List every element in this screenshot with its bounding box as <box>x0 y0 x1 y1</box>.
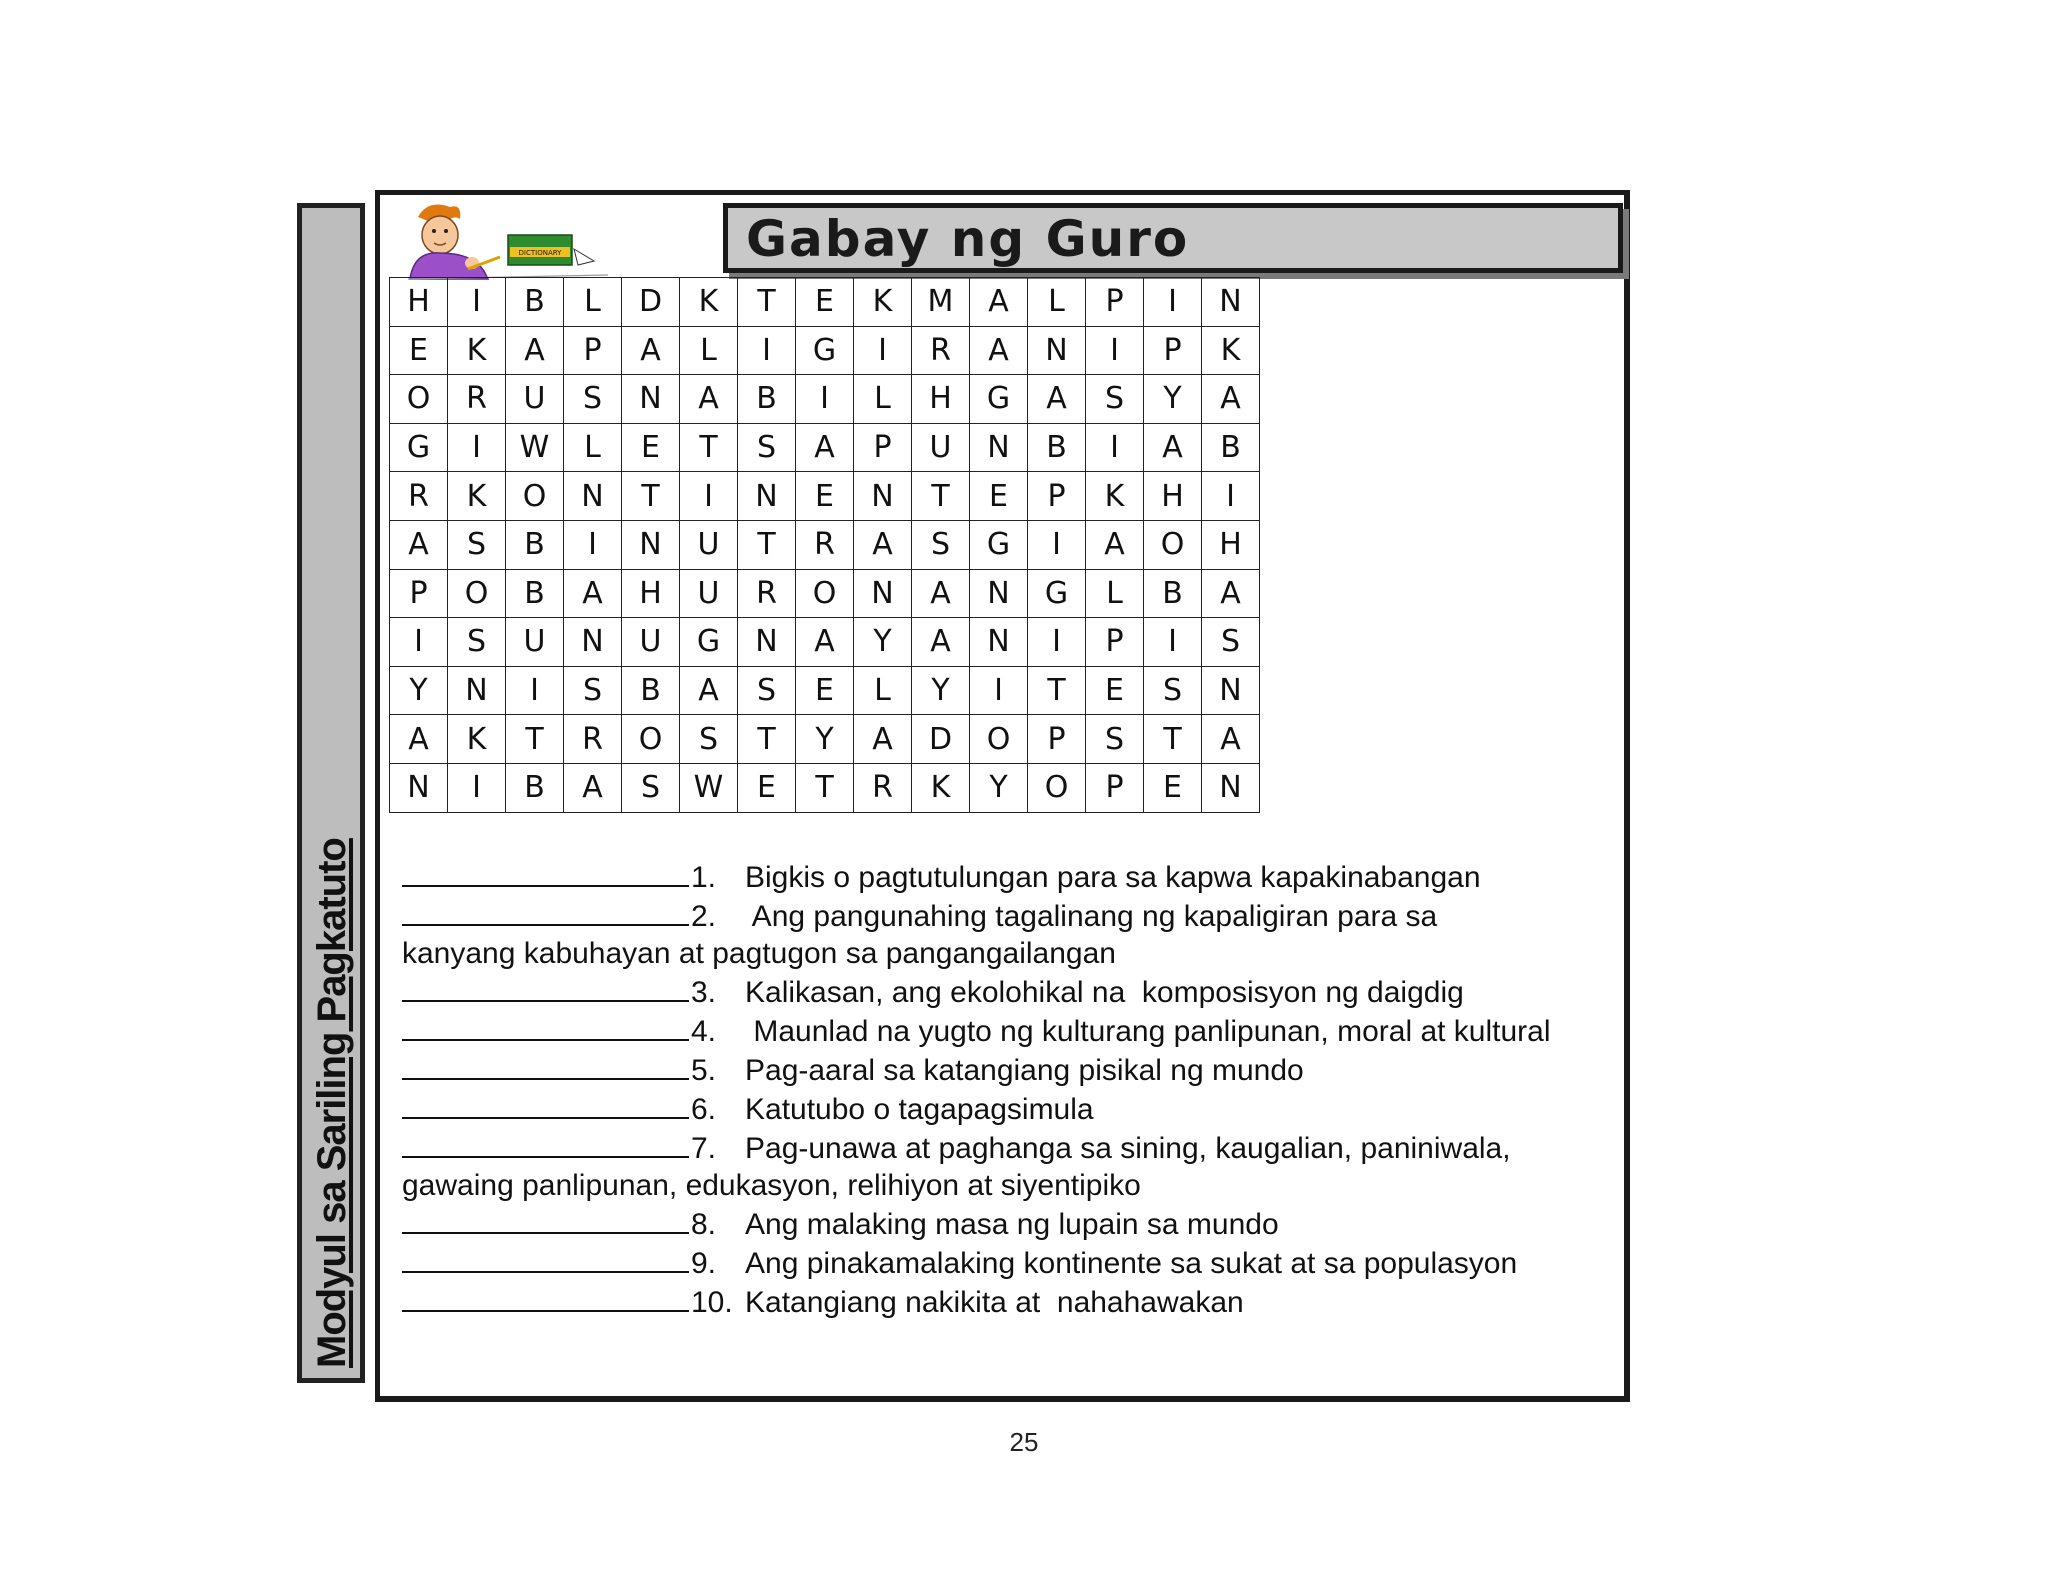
clue-number: 10. <box>691 1286 733 1319</box>
clue-text: Ang pinakamalaking kontinente sa sukat at sa populasyon <box>745 1247 1518 1280</box>
grid-cell[interactable]: T <box>738 520 796 569</box>
grid-cell[interactable]: H <box>1144 472 1202 521</box>
grid-cell[interactable]: E <box>796 472 854 521</box>
grid-cell[interactable]: E <box>796 278 854 327</box>
grid-cell[interactable]: H <box>390 278 448 327</box>
grid-cell[interactable]: N <box>564 472 622 521</box>
clue-item <box>402 972 1617 1011</box>
clue-item <box>402 1243 1617 1282</box>
clue-number: 6. <box>691 1093 717 1126</box>
grid-cell[interactable]: D <box>912 715 970 764</box>
grid-cell[interactable]: I <box>1086 326 1144 375</box>
grid-cell[interactable]: N <box>390 763 448 812</box>
grid-cell[interactable]: W <box>680 763 738 812</box>
grid-cell[interactable]: U <box>622 618 680 667</box>
answer-blank[interactable] <box>402 1243 689 1273</box>
grid-cell[interactable]: S <box>448 520 506 569</box>
grid-cell[interactable]: D <box>622 278 680 327</box>
grid-cell[interactable]: T <box>738 715 796 764</box>
grid-cell[interactable]: A <box>506 326 564 375</box>
grid-cell[interactable]: G <box>970 520 1028 569</box>
grid-cell[interactable]: A <box>680 375 738 424</box>
clue-text: Ang pangunahing tagalinang ng kapaligiran para sa <box>745 900 1438 933</box>
grid-cell[interactable]: L <box>854 375 912 424</box>
grid-cell[interactable]: R <box>564 715 622 764</box>
grid-cell[interactable]: K <box>1202 326 1260 375</box>
grid-cell[interactable]: T <box>912 472 970 521</box>
grid-cell[interactable]: R <box>796 520 854 569</box>
grid-cell[interactable]: E <box>622 423 680 472</box>
grid-cell[interactable]: A <box>1202 569 1260 618</box>
grid-cell[interactable]: S <box>1086 375 1144 424</box>
grid-cell[interactable]: K <box>1086 472 1144 521</box>
answer-blank[interactable] <box>402 1204 689 1234</box>
grid-cell[interactable]: O <box>1028 763 1086 812</box>
grid-cell[interactable]: A <box>1202 375 1260 424</box>
grid-cell[interactable]: O <box>448 569 506 618</box>
grid-cell[interactable]: O <box>1144 520 1202 569</box>
worksheet-card <box>375 190 1630 1402</box>
dictionary-label: DICTIONARY <box>518 249 562 257</box>
grid-cell[interactable]: Y <box>796 715 854 764</box>
grid-cell[interactable]: T <box>1028 666 1086 715</box>
answer-blank[interactable] <box>402 972 689 1002</box>
grid-cell[interactable]: P <box>564 326 622 375</box>
grid-row <box>390 618 1260 667</box>
grid-cell[interactable]: S <box>622 763 680 812</box>
grid-cell[interactable]: H <box>912 375 970 424</box>
grid-cell[interactable]: T <box>796 763 854 812</box>
grid-cell[interactable]: L <box>1086 569 1144 618</box>
grid-cell[interactable]: O <box>796 569 854 618</box>
grid-cell[interactable]: W <box>506 423 564 472</box>
clue-text-continued: kanyang kabuhayan at pagtugon sa pangangailangan <box>402 937 1116 970</box>
grid-cell[interactable]: P <box>1144 326 1202 375</box>
grid-row <box>390 375 1260 424</box>
clue-text: Pag-unawa at paghanga sa sining, kaugalian, paniniwala, <box>745 1132 1511 1165</box>
grid-cell[interactable]: E <box>390 326 448 375</box>
clue-item <box>402 857 1617 896</box>
grid-cell[interactable]: N <box>970 569 1028 618</box>
grid-cell[interactable]: U <box>506 618 564 667</box>
grid-cell[interactable]: S <box>738 423 796 472</box>
grid-cell[interactable]: K <box>680 278 738 327</box>
grid-cell[interactable]: A <box>1144 423 1202 472</box>
grid-cell[interactable]: N <box>1202 666 1260 715</box>
grid-cell[interactable]: N <box>1028 326 1086 375</box>
grid-cell[interactable]: B <box>1028 423 1086 472</box>
grid-cell[interactable]: I <box>448 423 506 472</box>
clue-number: 8. <box>691 1208 717 1241</box>
grid-cell[interactable]: A <box>1202 715 1260 764</box>
grid-cell[interactable]: B <box>506 569 564 618</box>
header-rule <box>618 190 715 195</box>
grid-cell[interactable]: L <box>564 278 622 327</box>
grid-cell[interactable]: A <box>1086 520 1144 569</box>
grid-cell[interactable]: B <box>506 763 564 812</box>
grid-cell[interactable]: R <box>912 326 970 375</box>
grid-row <box>390 472 1260 521</box>
grid-cell[interactable]: P <box>1028 472 1086 521</box>
grid-cell[interactable]: B <box>506 520 564 569</box>
grid-cell[interactable]: K <box>448 472 506 521</box>
grid-cell[interactable]: B <box>1144 569 1202 618</box>
page-number: 25 <box>1009 1427 1039 1457</box>
grid-cell[interactable]: B <box>738 375 796 424</box>
grid-cell[interactable]: I <box>1144 278 1202 327</box>
grid-cell[interactable]: O <box>970 715 1028 764</box>
grid-row <box>390 763 1260 812</box>
grid-cell[interactable]: E <box>796 666 854 715</box>
grid-cell[interactable]: U <box>912 423 970 472</box>
clue-number: 7. <box>691 1132 717 1165</box>
grid-cell[interactable]: I <box>390 618 448 667</box>
grid-row <box>390 423 1260 472</box>
grid-cell[interactable]: S <box>564 375 622 424</box>
grid-cell[interactable]: P <box>390 569 448 618</box>
side-tab-label: Modyul sa Sariling Pagkatuto <box>310 838 354 1368</box>
clue-text: Bigkis o pagtutulungan para sa kapwa kapakinabangan <box>745 861 1481 894</box>
grid-cell[interactable]: L <box>854 666 912 715</box>
clue-item <box>402 1128 1617 1167</box>
grid-cell[interactable]: I <box>854 326 912 375</box>
grid-cell[interactable]: G <box>796 326 854 375</box>
grid-cell[interactable]: N <box>970 618 1028 667</box>
grid-cell[interactable]: N <box>854 569 912 618</box>
grid-cell[interactable]: I <box>448 763 506 812</box>
grid-cell[interactable]: A <box>912 618 970 667</box>
grid-cell[interactable]: E <box>1144 763 1202 812</box>
grid-cell[interactable]: I <box>970 666 1028 715</box>
grid-cell[interactable]: E <box>738 763 796 812</box>
grid-cell[interactable]: S <box>738 666 796 715</box>
grid-cell[interactable]: A <box>680 666 738 715</box>
grid-cell[interactable]: K <box>448 715 506 764</box>
grid-cell[interactable]: Y <box>390 666 448 715</box>
grid-cell[interactable]: S <box>912 520 970 569</box>
word-search-grid <box>389 277 1260 813</box>
grid-cell[interactable]: R <box>448 375 506 424</box>
grid-row <box>390 666 1260 715</box>
grid-cell[interactable]: T <box>680 423 738 472</box>
grid-cell[interactable]: N <box>970 423 1028 472</box>
grid-cell[interactable]: Y <box>970 763 1028 812</box>
grid-cell[interactable]: U <box>506 375 564 424</box>
grid-cell[interactable]: I <box>448 278 506 327</box>
grid-cell[interactable]: M <box>912 278 970 327</box>
grid-cell[interactable]: O <box>622 715 680 764</box>
grid-cell[interactable]: O <box>390 375 448 424</box>
grid-cell[interactable]: H <box>622 569 680 618</box>
grid-cell[interactable]: A <box>564 763 622 812</box>
grid-cell[interactable]: N <box>854 472 912 521</box>
grid-cell[interactable]: T <box>506 715 564 764</box>
grid-cell[interactable]: O <box>506 472 564 521</box>
grid-cell[interactable]: S <box>448 618 506 667</box>
grid-cell[interactable]: I <box>564 520 622 569</box>
title-bar <box>723 203 1623 273</box>
grid-cell[interactable]: L <box>564 423 622 472</box>
grid-cell[interactable]: S <box>564 666 622 715</box>
grid-cell[interactable]: I <box>506 666 564 715</box>
grid-cell[interactable]: A <box>970 326 1028 375</box>
answer-blank[interactable] <box>402 1089 689 1119</box>
grid-row <box>390 569 1260 618</box>
grid-cell[interactable]: B <box>506 278 564 327</box>
grid-cell[interactable]: B <box>1202 423 1260 472</box>
answer-blank[interactable] <box>402 1050 689 1080</box>
grid-cell[interactable]: Y <box>854 618 912 667</box>
grid-cell[interactable]: I <box>1028 520 1086 569</box>
grid-cell[interactable]: A <box>796 423 854 472</box>
grid-cell[interactable]: A <box>912 569 970 618</box>
clue-number: 5. <box>691 1054 717 1087</box>
answer-blank[interactable] <box>402 1128 689 1158</box>
clue-number: 4. <box>691 1015 717 1048</box>
grid-cell[interactable]: A <box>854 715 912 764</box>
grid-cell[interactable]: R <box>738 569 796 618</box>
grid-cell[interactable]: E <box>970 472 1028 521</box>
grid-cell[interactable]: N <box>622 375 680 424</box>
grid-cell[interactable]: N <box>1202 278 1260 327</box>
grid-cell[interactable]: T <box>622 472 680 521</box>
grid-cell[interactable]: K <box>448 326 506 375</box>
grid-cell[interactable]: N <box>738 618 796 667</box>
grid-cell[interactable]: A <box>622 326 680 375</box>
clue-number: 9. <box>691 1247 717 1280</box>
grid-cell[interactable]: N <box>448 666 506 715</box>
grid-cell[interactable]: G <box>970 375 1028 424</box>
clue-text: Ang malaking masa ng lupain sa mundo <box>745 1208 1279 1241</box>
grid-cell[interactable]: L <box>1028 278 1086 327</box>
grid-cell[interactable]: Y <box>912 666 970 715</box>
grid-cell[interactable]: A <box>970 278 1028 327</box>
clue-item <box>402 896 1617 935</box>
grid-cell[interactable]: A <box>796 618 854 667</box>
grid-cell[interactable]: P <box>854 423 912 472</box>
grid-cell[interactable]: N <box>1202 763 1260 812</box>
grid-cell[interactable]: K <box>912 763 970 812</box>
page-title: Gabay ng Guro <box>746 210 1190 268</box>
grid-cell[interactable]: N <box>564 618 622 667</box>
word-search-grid-body <box>390 278 1260 813</box>
grid-cell[interactable]: S <box>1086 715 1144 764</box>
grid-cell[interactable]: P <box>1086 278 1144 327</box>
clue-text: Maunlad na yugto ng kulturang panlipunan, moral at kultural <box>745 1015 1551 1048</box>
grid-cell[interactable]: S <box>1202 618 1260 667</box>
clue-text: Pag-aaral sa katangiang pisikal ng mundo <box>745 1054 1304 1087</box>
grid-cell[interactable]: R <box>390 472 448 521</box>
grid-cell[interactable]: H <box>1202 520 1260 569</box>
grid-row <box>390 326 1260 375</box>
grid-cell[interactable]: I <box>796 375 854 424</box>
clue-item <box>402 1089 1617 1128</box>
grid-cell[interactable]: A <box>390 520 448 569</box>
clue-text: Katangiang nakikita at nahahawakan <box>745 1286 1244 1319</box>
answer-blank[interactable] <box>402 857 689 887</box>
grid-cell[interactable]: G <box>680 618 738 667</box>
grid-row <box>390 278 1260 327</box>
grid-cell[interactable]: T <box>738 278 796 327</box>
grid-cell[interactable]: R <box>854 763 912 812</box>
grid-cell[interactable]: P <box>1028 715 1086 764</box>
grid-cell[interactable]: B <box>622 666 680 715</box>
grid-cell[interactable]: Y <box>1144 375 1202 424</box>
grid-cell[interactable]: P <box>1086 618 1144 667</box>
grid-cell[interactable]: U <box>680 520 738 569</box>
answer-blank[interactable] <box>402 1282 689 1312</box>
clue-text: Katutubo o tagapagsimula <box>745 1093 1094 1126</box>
grid-cell[interactable]: I <box>1086 423 1144 472</box>
clue-item <box>402 1011 1617 1050</box>
clue-number: 2. <box>691 900 717 933</box>
grid-cell[interactable]: P <box>1086 763 1144 812</box>
grid-cell[interactable]: I <box>680 472 738 521</box>
grid-cell[interactable]: G <box>1028 569 1086 618</box>
grid-cell[interactable]: U <box>680 569 738 618</box>
clue-number: 3. <box>691 976 717 1009</box>
grid-cell[interactable]: I <box>1144 618 1202 667</box>
clue-item <box>402 1282 1617 1321</box>
grid-cell[interactable]: I <box>1028 618 1086 667</box>
grid-row <box>390 520 1260 569</box>
clue-item <box>402 1204 1617 1243</box>
grid-cell[interactable]: I <box>1202 472 1260 521</box>
clue-text: Kalikasan, ang ekolohikal na komposisyon ng daigdig <box>745 976 1464 1009</box>
grid-cell[interactable]: N <box>738 472 796 521</box>
grid-cell[interactable]: A <box>390 715 448 764</box>
student-reading-dictionary-icon <box>388 199 618 281</box>
grid-cell[interactable]: T <box>1144 715 1202 764</box>
clue-list <box>402 857 1617 1321</box>
clue-text-continued: gawaing panlipunan, edukasyon, relihiyon at siyentipiko <box>402 1169 1141 1202</box>
grid-row <box>390 715 1260 764</box>
side-tab <box>297 203 365 1383</box>
grid-cell[interactable]: S <box>680 715 738 764</box>
grid-cell[interactable]: A <box>1028 375 1086 424</box>
clue-item <box>402 1050 1617 1089</box>
grid-cell[interactable]: E <box>1086 666 1144 715</box>
grid-cell[interactable]: I <box>738 326 796 375</box>
grid-cell[interactable]: A <box>564 569 622 618</box>
grid-cell[interactable]: A <box>854 520 912 569</box>
grid-cell[interactable]: L <box>680 326 738 375</box>
grid-cell[interactable]: S <box>1144 666 1202 715</box>
grid-cell[interactable]: K <box>854 278 912 327</box>
answer-blank[interactable] <box>402 1011 689 1041</box>
grid-cell[interactable]: N <box>622 520 680 569</box>
grid-cell[interactable]: G <box>390 423 448 472</box>
answer-blank[interactable] <box>402 896 689 926</box>
clue-number: 1. <box>691 861 717 894</box>
